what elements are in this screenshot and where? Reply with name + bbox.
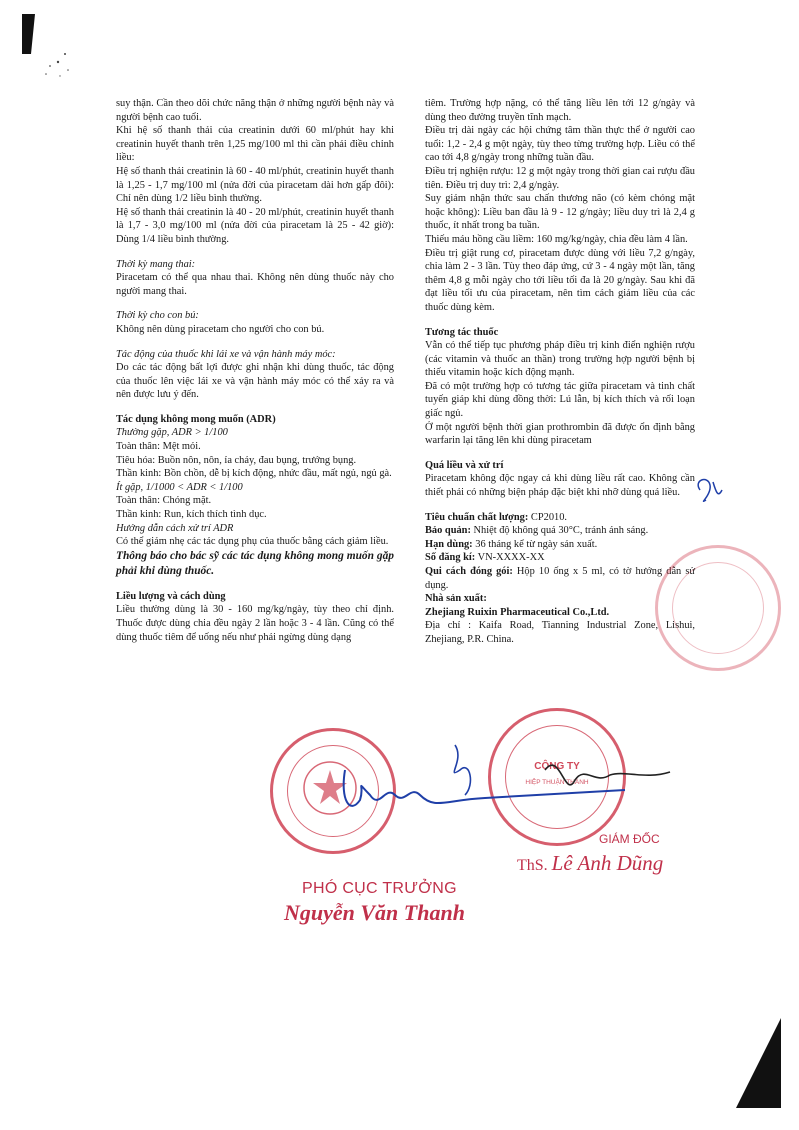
driving-text: Do các tác động bất lợi được ghi nhận khi dùng thuốc, tác động của thuốc lên việc lái xe và vận hành máy móc có thể xảy ra và nên được lưu ý đến. — [116, 362, 394, 401]
dosage-alcohol: Điều trị nghiện rượu: 12 g một ngày trong thời gian cai rượu đầu tiên. Điều trị duy trì: 2,4 g/ngày. — [425, 165, 695, 191]
director-prefix: ThS. — [517, 857, 548, 874]
dose-adjust-half: Hệ số thanh thải creatinin là 60 - 40 ml/phút, creatinin huyết thanh là 1,25 - 1,7 mg/100 ml (nửa đời của piracetam dài hơn gấp đôi): Chỉ nên dùng 1/2 liều bình thường. — [116, 165, 394, 205]
overdose-heading: Quá liều và xử trí — [425, 459, 504, 471]
company-stamp-title: CÔNG TY — [534, 761, 580, 772]
registration-mark-top-left — [22, 14, 35, 54]
registration-value: VN-XXXX-XX — [475, 552, 545, 564]
shelf-life-value: 36 tháng kể từ ngày sản xuất. — [472, 538, 598, 550]
storage — [425, 524, 695, 538]
common-adr-1: Toàn thân: Mệt mỏi. — [116, 441, 201, 453]
adr-handling-heading: Hướng dẫn cách xử trí ADR — [116, 522, 234, 534]
storage-label: Bảo quản: — [425, 525, 471, 537]
dosage-myoclonus: Điều trị giật rung cơ, piracetam được dùng với liều 7,2 g/ngày, chia làm 2 - 3 lần. Tùy theo đáp ứng, cứ 3 - 4 ngày một lần, tăng thêm 4,8 g mỗi ngày cho tới liều tối đa là 20 g/ngày. Sau khi đã đạt liều tối ưu của piracetam, nên tìm cách giảm liều của các thuốc dùng kèm. — [425, 247, 695, 313]
common-adr-heading: Thường gặp, ADR > 1/100 — [116, 427, 228, 439]
signature-strokes — [325, 740, 705, 840]
pregnancy-heading: Thời kỳ mang thai: — [116, 258, 196, 270]
faint-stamp-right — [655, 545, 781, 671]
adr-heading: Tác dụng không mong muốn (ADR) — [116, 413, 276, 425]
breastfeeding-heading: Thời kỳ cho con bú: — [116, 310, 199, 322]
rare-adr-2: Thần kinh: Run, kích thích tình dục. — [116, 509, 267, 521]
overdose-text: Piracetam không độc ngay cả khi dùng liều rất cao. Không cần thiết phải có những biện pháp đặc biệt khi nhỡ dùng quá liều. — [425, 473, 695, 499]
renal-caution-text: suy thận. Cần theo dõi chức năng thận ở những người bệnh này và người bệnh cao tuổi. — [116, 98, 394, 123]
dosage-brain-injury: Suy giảm nhận thức sau chấn thương não (có kèm chóng mặt hoặc không): Liều ban đầu là 9 - 12 g/ngày; liều duy trì là 2,4 g thuốc, ít nhất trong ba tuần. — [425, 193, 695, 232]
rare-adr-1: Toàn thân: Chóng mặt. — [116, 495, 212, 507]
adr-handling-text: Có thể giảm nhẹ các tác dụng phụ của thuốc bằng cách giảm liều. — [116, 536, 389, 548]
dosage-text: Liều thường dùng là 30 - 160 mg/kg/ngày, tùy theo chỉ định. Thuốc được dùng chia đều ngày 2 lần hoặc 3 - 4 lần. Cũng có thể dùng thuốc tiêm để uống nếu như phải ngừng dùng dạng — [116, 604, 394, 643]
dosage-sickle-cell: Thiếu máu hồng cầu liềm: 160 mg/kg/ngày, chia đều làm 4 lần. — [425, 233, 688, 245]
breastfeeding-text: Không nên dùng piracetam cho người cho con bú. — [116, 323, 325, 335]
initials-mark — [688, 470, 728, 510]
company-stamp-name: HIỆP THUẬN THÀNH — [525, 779, 589, 786]
director-title: GIÁM ĐỐC — [599, 832, 660, 846]
driving-heading: Tác động của thuốc khi lái xe và vận hành máy móc: — [116, 348, 336, 360]
interactions-heading: Tương tác thuốc — [425, 326, 499, 338]
common-adr-2: Tiêu hóa: Buồn nôn, nôn, ỉa chảy, đau bụng, trướng bụng. — [116, 454, 357, 466]
deputy-title: PHÓ CỤC TRƯỞNG — [302, 880, 457, 897]
speckle-marks — [40, 50, 75, 80]
left-column — [116, 97, 394, 644]
registration-number — [425, 551, 695, 565]
quality-standard-label: Tiêu chuẩn chất lượng: — [425, 511, 529, 523]
adr-report-warning: Thông báo cho bác sỹ các tác dụng không mong muốn gặp phải khi dùng thuốc. — [116, 549, 394, 577]
common-adr-3: Thần kinh: Bồn chồn, dễ bị kích động, nhức đầu, mất ngủ, ngủ gà. — [116, 468, 392, 480]
right-column — [425, 97, 695, 647]
storage-value: Nhiệt độ không quá 30°C, tránh ánh sáng. — [470, 525, 649, 537]
dosage-continued: tiêm. Trường hợp nặng, có thể tăng liều lên tới 12 g/ngày và dùng theo đường truyền tĩnh mạch. — [425, 98, 695, 123]
dose-adjust-intro: Khi hệ số thanh thải của creatinin dưới 60 ml/phút hay khi creatinin huyết thanh trên 1,25 mg/100 ml thì cần phải điều chỉnh liều: — [116, 125, 394, 164]
director-signature-block — [517, 851, 663, 876]
packaging-value: Hộp 10 ống x 5 ml, có tờ hướng dẫn sử dụng. — [425, 566, 695, 591]
shelf-life-label: Hạn dùng: — [425, 538, 473, 550]
shelf-life — [425, 538, 695, 552]
interactions-3: Ở một người bệnh thời gian prothrombin đã được ổn định bằng warfarin lại tăng lên khi dùng piracetam — [425, 421, 695, 447]
quality-standard — [425, 511, 695, 525]
manufacturer-address: Địa chỉ : Kaifa Road, Tianning Industrial Zone, Lishui, Zhejiang, P.R. China. — [425, 620, 695, 645]
quality-standard-value: CP2010. — [528, 511, 568, 523]
dose-adjust-quarter: Hệ số thanh thải creatinin là 40 - 20 ml/phút, creatinin huyết thanh là 1,7 - 3,0 mg/100 ml (nửa đời của piracetam là 25 - 42 giờ): Dùng 1/4 liều bình thường. — [116, 206, 394, 245]
packaging-label: Qui cách đóng gói: — [425, 566, 513, 577]
interactions-2: Đã có một trường hợp có tương tác giữa piracetam và tinh chất tuyến giáp khi dùng đồng thời: Lú lẫn, bị kích thích và rối loạn giấc ngủ. — [425, 380, 695, 420]
dosage-elderly: Điều trị dài ngày các hội chứng tâm thần thực thể ở người cao tuổi: 1,2 - 2,4 g một ngày, tùy theo từng trường hợp. Liều có thể cao tới 4,8 g/ngày trong những tuần đầu. — [425, 125, 695, 164]
rare-adr-heading: Ít gặp, 1/1000 < ADR < 1/100 — [116, 481, 243, 493]
pregnancy-text: Piracetam có thể qua nhau thai. Không nên dùng thuốc này cho người mang thai. — [116, 272, 394, 297]
deputy-name: Nguyễn Văn Thanh — [284, 900, 465, 925]
manufacturer-name: Zhejiang Ruixin Pharmaceutical Co.,Ltd. — [425, 606, 610, 618]
director-name: Lê Anh Dũng — [551, 851, 664, 875]
manufacturer-label: Nhà sản xuất: — [425, 593, 487, 605]
packaging — [425, 565, 695, 592]
dosage-heading: Liều lượng và cách dùng — [116, 590, 226, 602]
registration-label: Số đăng kí: — [425, 552, 476, 564]
interactions-1: Vẫn có thể tiếp tục phương pháp điều trị kinh điển nghiện rượu (các vitamin và thuốc an thần) trong trường hợp người bệnh bị thiếu vitamin hoặc kích động mạnh. — [425, 340, 695, 379]
registration-mark-bottom-right — [736, 1018, 781, 1108]
